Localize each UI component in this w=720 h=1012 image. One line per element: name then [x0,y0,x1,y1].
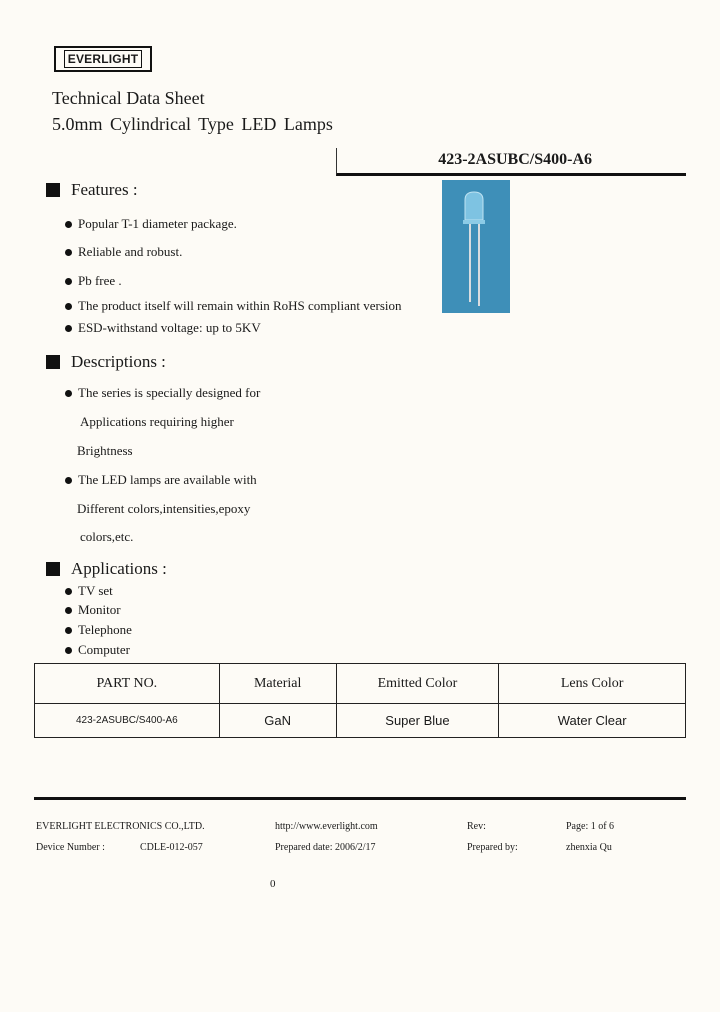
application-item: Telephone [65,622,132,638]
footer-rule [34,797,686,800]
page-number: 0 [270,878,276,890]
everlight-logo [54,46,152,72]
description-continuation: Different colors,intensities,epoxy [77,501,251,516]
table-header-cell: Material [219,664,336,704]
application-item: TV set [65,583,113,599]
table-header-cell: Emitted Color [336,664,499,704]
led-lamp-image [442,180,510,313]
section-square-icon [46,183,60,197]
bullet-icon [65,607,72,614]
table-cell: GaN [219,704,336,738]
description-item: The series is specially designed for [65,385,260,401]
table-header-cell: PART NO. [35,664,220,704]
description-continuation: colors,etc. [80,529,134,544]
footer-website[interactable]: http://www.everlight.com [275,821,378,832]
footer-rev-label: Rev: [467,821,486,832]
table-row [35,704,686,738]
footer-device-number: CDLE-012-057 [140,842,203,853]
bullet-icon [65,390,72,397]
bullet-icon [65,303,72,310]
bullet-icon [65,588,72,595]
footer-prepared-date: Prepared date: 2006/2/17 [275,842,376,853]
table-cell: Super Blue [336,704,499,738]
feature-item: Popular T-1 diameter package. [65,216,237,232]
table-header-cell: Lens Color [499,664,686,704]
descriptions-heading: Descriptions : [46,352,166,372]
footer-device-label: Device Number : [36,842,105,853]
footer-company: EVERLIGHT ELECTRONICS CO.,LTD. [36,821,205,832]
feature-item: ESD-withstand voltage: up to 5KV [65,320,261,336]
feature-item: Reliable and robust. [65,244,182,260]
bullet-icon [65,325,72,332]
part-info-table [34,663,686,738]
description-item: The LED lamps are available with [65,472,257,488]
bullet-icon [65,647,72,654]
application-item: Computer [65,642,130,658]
part-number-title: 423-2ASUBC/S400-A6 [438,151,592,168]
footer-prepared-by: zhenxia Qu [566,842,612,853]
logo-text: EVERLIGHT [64,50,142,68]
feature-item: The product itself will remain within RoHS compliant version [65,298,402,314]
table-cell: Water Clear [499,704,686,738]
description-continuation: Brightness [77,443,133,458]
table-header-row [35,664,686,704]
table-cell: 423-2ASUBC/S400-A6 [35,704,220,738]
application-item: Monitor [65,602,121,618]
features-heading: Features : [46,180,138,200]
section-square-icon [46,355,60,369]
description-continuation: Applications requiring higher [80,414,234,429]
bullet-icon [65,477,72,484]
section-square-icon [46,562,60,576]
bullet-icon [65,278,72,285]
document-subtitle: 5.0mm Cylindrical Type LED Lamps [52,114,333,134]
bullet-icon [65,627,72,634]
bullet-icon [65,249,72,256]
document-title: Technical Data Sheet [52,88,205,108]
led-product-photo [442,180,510,313]
applications-heading: Applications : [46,559,167,579]
footer-page: Page: 1 of 6 [566,821,615,832]
footer-prepared-by-label: Prepared by: [467,842,518,853]
bullet-icon [65,221,72,228]
feature-item: Pb free . [65,273,122,289]
